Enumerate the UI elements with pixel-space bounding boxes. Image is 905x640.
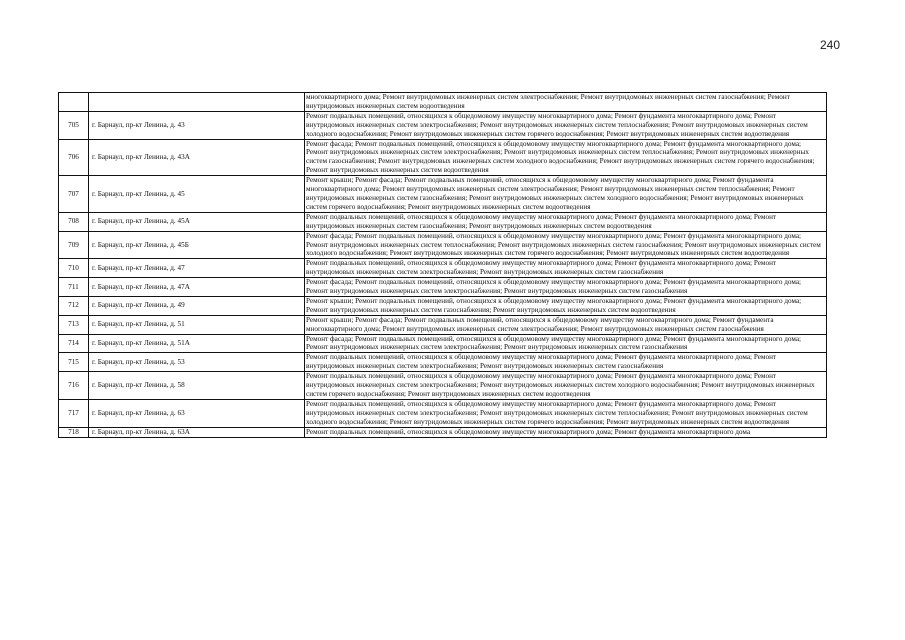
row-works: Ремонт крыши; Ремонт фасада; Ремонт подвальных помещений, относящихся к общедомовому имуществу многоквартирного дома; Ремонт фундамента многоквартирного дома; Ремонт внутридомовых инженерных систем электроснабжения; Ремонт внутридомовых инженерных систем газоснабжения bbox=[305, 315, 827, 334]
row-number: 708 bbox=[59, 212, 89, 231]
row-number: 711 bbox=[59, 278, 89, 297]
row-number: 707 bbox=[59, 176, 89, 213]
row-address: г. Барнаул, пр-кт Ленина, д. 43 bbox=[89, 111, 305, 139]
row-number: 717 bbox=[59, 399, 89, 427]
row-number: 709 bbox=[59, 231, 89, 259]
row-number: 712 bbox=[59, 296, 89, 315]
row-address: г. Барнаул, пр-кт Ленина, д. 58 bbox=[89, 372, 305, 400]
table-row bbox=[59, 93, 827, 112]
page-number: 240 bbox=[820, 38, 841, 52]
row-number: 715 bbox=[59, 353, 89, 372]
table-row bbox=[59, 353, 827, 372]
row-number: 706 bbox=[59, 139, 89, 176]
row-address: г. Барнаул, пр-кт Ленина, д. 45 bbox=[89, 176, 305, 213]
row-works: Ремонт фасада; Ремонт подвальных помещений, относящихся к общедомовому имуществу многоквартирного дома; Ремонт фундамента многоквартирного дома; Ремонт внутридомовых инженерных систем электроснабжения; Ремонт внутридомовых инженерных систем газоснабжения bbox=[305, 278, 827, 297]
row-number: 705 bbox=[59, 111, 89, 139]
row-works: Ремонт крыши; Ремонт фасада; Ремонт подвальных помещений, относящихся к общедомовому имуществу многоквартирного дома; Ремонт фундамента многоквартирного дома; Ремонт внутридомовых инженерных систем электроснабжения; Ремонт внутридомовых инженерных систем теплоснабжения; Ремонт внутридомовых инженерных систем газоснабжения; Ремонт внутридомовых инженерных систем холодного водоснабжения; Ремонт внутридомовых инженерных систем горячего водоснабжения; Ремонт внутридомовых инженерных систем водоотведения bbox=[305, 176, 827, 213]
repair-works-table bbox=[58, 92, 827, 438]
row-address: г. Барнаул, пр-кт Ленина, д. 63А bbox=[89, 427, 305, 437]
row-works: Ремонт крыши; Ремонт подвальных помещений, относящихся к общедомовому имуществу многоквартирного дома; Ремонт фундамента многоквартирного дома; Ремонт внутридомовых инженерных систем газоснабжения; Ремонт внутридомовых инженерных систем водоотведения bbox=[305, 296, 827, 315]
table-row bbox=[59, 212, 827, 231]
row-address: г. Барнаул, пр-кт Ленина, д. 51А bbox=[89, 334, 305, 353]
row-address: г. Барнаул, пр-кт Ленина, д. 45А bbox=[89, 212, 305, 231]
table-row bbox=[59, 278, 827, 297]
table-row bbox=[59, 111, 827, 139]
table-row bbox=[59, 399, 827, 427]
row-works: Ремонт подвальных помещений, относящихся к общедомовому имуществу многоквартирного дома; Ремонт фундамента многоквартирного дома; Ремонт внутридомовых инженерных систем электроснабжения; Ремонт внутридомовых инженерных систем газоснабжения bbox=[305, 353, 827, 372]
row-address: г. Барнаул, пр-кт Ленина, д. 47А bbox=[89, 278, 305, 297]
row-number: 714 bbox=[59, 334, 89, 353]
row-works: Ремонт подвальных помещений, относящихся к общедомовому имуществу многоквартирного дома; Ремонт фундамента многоквартирного дома; Ремонт внутридомовых инженерных систем электроснабжения; Ремонт внутридомовых инженерных систем теплоснабжения; Ремонт внутридомовых инженерных систем холодного водоснабжения; Ремонт внутридомовых инженерных систем горячего водоснабжения; Ремонт внутридомовых инженерных систем водоотведения bbox=[305, 111, 827, 139]
table-row bbox=[59, 231, 827, 259]
row-address: г. Барнаул, пр-кт Ленина, д. 45Б bbox=[89, 231, 305, 259]
row-works: Ремонт фасада; Ремонт подвальных помещений, относящихся к общедомовому имуществу многоквартирного дома; Ремонт фундамента многоквартирного дома; Ремонт внутридомовых инженерных систем теплоснабжения; Ремонт внутридомовых инженерных систем газоснабжения; Ремонт внутридомовых инженерных систем холодного водоснабжения; Ремонт внутридомовых инженерных систем горячего водоснабжения; Ремонт внутридомовых инженерных систем водоотведения bbox=[305, 231, 827, 259]
row-works: Ремонт подвальных помещений, относящихся к общедомовому имуществу многоквартирного дома; Ремонт фундамента многоквартирного дома bbox=[305, 427, 827, 437]
row-address: г. Барнаул, пр-кт Ленина, д. 51 bbox=[89, 315, 305, 334]
row-works: многоквартирного дома; Ремонт внутридомовых инженерных систем электроснабжения; Ремонт внутридомовых инженерных систем газоснабжения; Ремонт внутридомовых инженерных систем водоотведения bbox=[305, 93, 827, 112]
row-address bbox=[89, 93, 305, 112]
row-address: г. Барнаул, пр-кт Ленина, д. 47 bbox=[89, 259, 305, 278]
row-works: Ремонт подвальных помещений, относящихся к общедомовому имуществу многоквартирного дома; Ремонт фундамента многоквартирного дома; Ремонт внутридомовых инженерных систем электроснабжения; Ремонт внутридомовых инженерных систем газоснабжения bbox=[305, 259, 827, 278]
table-row bbox=[59, 176, 827, 213]
row-number: 710 bbox=[59, 259, 89, 278]
row-works: Ремонт подвальных помещений, относящихся к общедомовому имуществу многоквартирного дома; Ремонт фундамента многоквартирного дома; Ремонт внутридомовых инженерных систем электроснабжения; Ремонт внутридомовых инженерных систем теплоснабжения; Ремонт внутридомовых инженерных систем холодного водоснабжения; Ремонт внутридомовых инженерных систем горячего водоснабжения; Ремонт внутридомовых инженерных систем водоотведения bbox=[305, 399, 827, 427]
table-body bbox=[59, 93, 827, 438]
row-works: Ремонт фасада; Ремонт подвальных помещений, относящихся к общедомовому имуществу многоквартирного дома; Ремонт фундамента многоквартирного дома; Ремонт внутридомовых инженерных систем электроснабжения; Ремонт внутридомовых инженерных систем газоснабжения bbox=[305, 334, 827, 353]
table-row bbox=[59, 259, 827, 278]
row-address: г. Барнаул, пр-кт Ленина, д. 43А bbox=[89, 139, 305, 176]
table-row bbox=[59, 334, 827, 353]
row-works: Ремонт подвальных помещений, относящихся к общедомовому имуществу многоквартирного дома; Ремонт фундамента многоквартирного дома; Ремонт внутридомовых инженерных систем электроснабжения; Ремонт внутридомовых инженерных систем холодного водоснабжения; Ремонт внутридомовых инженерных систем горячего водоснабжения; Ремонт внутридомовых инженерных систем водоотведения bbox=[305, 372, 827, 400]
row-number: 716 bbox=[59, 372, 89, 400]
table-row bbox=[59, 372, 827, 400]
table-row bbox=[59, 139, 827, 176]
table-row bbox=[59, 427, 827, 437]
row-number bbox=[59, 93, 89, 112]
row-number: 718 bbox=[59, 427, 89, 437]
row-address: г. Барнаул, пр-кт Ленина, д. 49 bbox=[89, 296, 305, 315]
row-address: г. Барнаул, пр-кт Ленина, д. 63 bbox=[89, 399, 305, 427]
table-row bbox=[59, 296, 827, 315]
row-works: Ремонт подвальных помещений, относящихся к общедомовому имуществу многоквартирного дома; Ремонт фундамента многоквартирного дома; Ремонт внутридомовых инженерных систем газоснабжения; Ремонт внутридомовых инженерных систем водоотведения bbox=[305, 212, 827, 231]
row-number: 713 bbox=[59, 315, 89, 334]
table-row bbox=[59, 315, 827, 334]
row-address: г. Барнаул, пр-кт Ленина, д. 53 bbox=[89, 353, 305, 372]
row-works: Ремонт фасада; Ремонт подвальных помещений, относящихся к общедомовому имуществу многоквартирного дома; Ремонт фундамента многоквартирного дома; Ремонт внутридомовых инженерных систем электроснабжения; Ремонт внутридомовых инженерных систем теплоснабжения; Ремонт внутридомовых инженерных систем газоснабжения; Ремонт внутридомовых инженерных систем холодного водоснабжения; Ремонт внутридомовых инженерных систем горячего водоснабжения; Ремонт внутридомовых инженерных систем водоотведения bbox=[305, 139, 827, 176]
